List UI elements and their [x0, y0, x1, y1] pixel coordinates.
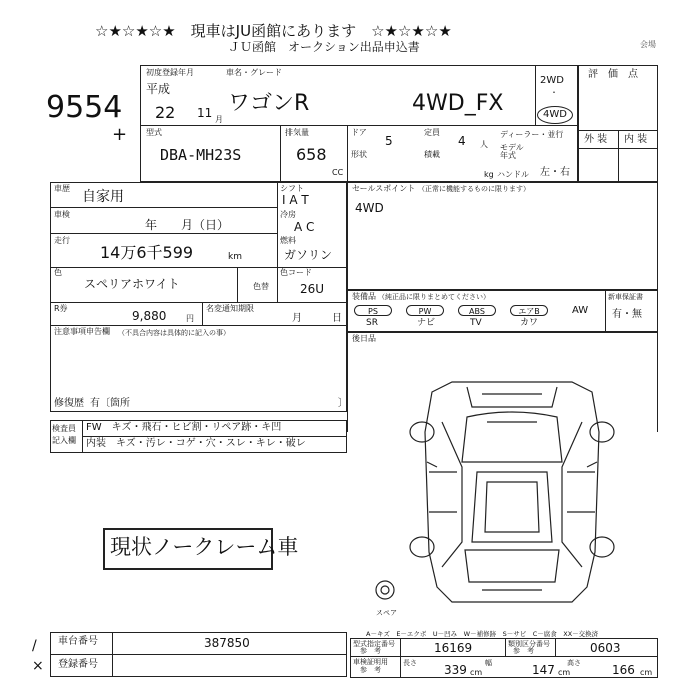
shift-label: シフト	[280, 184, 304, 193]
type-label: 型式指定番号	[353, 640, 395, 648]
car-damage-diagram	[347, 332, 658, 632]
width: 147	[532, 663, 555, 677]
era: 平成	[146, 82, 171, 96]
shape-label: 形状	[351, 150, 367, 159]
usage-label: 車歴	[54, 184, 70, 193]
width-unit: cm	[558, 668, 571, 677]
ac: A C	[294, 220, 315, 234]
interior-label: 内 装	[624, 134, 648, 145]
warranty-label: 新車保証書	[608, 293, 643, 301]
length: 339	[444, 663, 467, 677]
equip-leather: カワ	[520, 318, 539, 328]
displacement-label: 排気量	[285, 128, 309, 137]
class-number: 0603	[590, 641, 621, 655]
class-label: 類別区分番号	[508, 640, 550, 648]
height-unit: cm	[640, 668, 653, 677]
ac-label: 冷房	[280, 210, 296, 219]
dealer-label: ディーラー・並行	[500, 130, 564, 139]
equipment-sub: （純正品に限りまとめてください）	[378, 293, 490, 301]
color-change-label: 色替	[253, 282, 269, 291]
color: スペリアホワイト	[84, 277, 180, 291]
inspection-date: 年 月（日）	[145, 218, 230, 232]
model-year-label: モデル年式	[500, 143, 524, 160]
mileage: 14万6千599	[100, 243, 194, 262]
type-sub: 参 考	[360, 647, 381, 655]
length-unit: cm	[470, 668, 483, 677]
color-label: 色	[54, 268, 62, 277]
fuel: ガソリン	[284, 248, 333, 262]
equip-aw: AW	[572, 305, 589, 316]
car-name: ワゴンR	[228, 91, 310, 116]
capacity-label: 定員	[424, 128, 440, 137]
transfer-date: 月 日	[292, 313, 342, 324]
mileage-label: 走行	[54, 236, 70, 245]
equip-navi: ナビ	[417, 318, 436, 328]
cc-unit: CC	[332, 168, 344, 177]
afterparts-label: 後日品	[352, 334, 376, 343]
usage: 自家用	[82, 189, 124, 205]
shift: I A T	[282, 193, 309, 207]
details-block	[50, 182, 347, 412]
handle-label: ハンドル	[497, 170, 529, 179]
type-number: 16169	[434, 641, 473, 655]
equip-abs: ABS	[458, 305, 496, 316]
km-unit: km	[228, 252, 242, 262]
lot-number: 9554	[46, 90, 123, 125]
handwritten-marks: / ×	[32, 638, 44, 674]
length-label: 長さ	[403, 659, 417, 667]
fuel-label: 燃料	[280, 236, 296, 245]
cert-sub: 参 考	[360, 666, 381, 674]
chassis-number: 387850	[204, 636, 250, 650]
recycle-label: R券	[54, 304, 68, 313]
handwritten-mark: +	[112, 124, 128, 145]
color-code-label: 色コード	[280, 268, 312, 277]
handle-side: 左・右	[540, 167, 570, 178]
kg-unit: kg	[484, 170, 494, 179]
repair-label: 修復歴	[54, 398, 84, 409]
drive-4wd-circled: 4WD	[537, 106, 573, 124]
yen-unit: 円	[186, 314, 194, 323]
equip-pw: PW	[406, 305, 444, 316]
equip-airbag: エアB	[510, 305, 548, 316]
load-label: 積載	[424, 150, 440, 159]
car-grade: 4WD_FX	[412, 91, 504, 116]
repair-close: 〕	[338, 398, 348, 409]
color-code: 26U	[300, 282, 325, 296]
inspection-label: 車検	[54, 210, 70, 219]
spare-label: スペア	[376, 609, 397, 617]
equip-sr: SR	[366, 318, 378, 328]
equipment-label: 装備品	[352, 292, 376, 301]
inspector-row-2: 内装 キズ・汚レ・コゲ・穴・スレ・キレ・破レ	[86, 438, 306, 449]
registration-label: 登録番号	[58, 659, 98, 670]
exterior-label: 外 装	[584, 134, 608, 145]
inspector-label: 検査員記入欄	[52, 424, 76, 445]
capacity: 4	[458, 134, 466, 148]
doors: 5	[385, 134, 393, 148]
rating-label: 評 価 点	[588, 69, 638, 80]
car-name-label: 車名・グレード	[226, 68, 282, 77]
form-title: ＪＵ函館 オークション出品申込書	[228, 40, 420, 54]
sales-point-label: セールスポイント	[352, 184, 416, 193]
first-reg-label: 初度登録年月	[146, 68, 194, 77]
recycle-fee: 9,880	[132, 309, 167, 323]
doors-label: ドア	[351, 128, 367, 137]
cert-label: 車検証明用	[353, 658, 388, 666]
no-claim-stamp-text: 現状ノークレーム車	[110, 535, 299, 559]
reg-month: 11	[197, 106, 213, 120]
repair-value: 有〔箇所	[90, 398, 130, 409]
height-label: 高さ	[567, 659, 581, 667]
reg-year: 22	[155, 103, 176, 122]
inspector-row-1: FW キズ・飛石・ヒビ割・リペア跡・キ凹	[86, 422, 282, 433]
drive-2wd: 2WD	[540, 75, 564, 86]
drive-separator: ・	[550, 88, 558, 97]
warranty: 有・無	[612, 309, 642, 320]
header-banner: ☆★☆★☆★ 現車はJU函館にあります ☆★☆★☆★	[95, 22, 452, 40]
vehicle-info-block	[140, 65, 578, 182]
model-code: DBA-MH23S	[160, 146, 242, 164]
width-label: 幅	[485, 659, 492, 667]
sales-point-text: 4WD	[355, 201, 384, 215]
damage-legend: A－キズ E－エクボ U－凹み W－補修跡 S－サビ C－腐食 XX－交換済	[366, 630, 599, 638]
model-label: 型式	[146, 128, 162, 137]
corner-mark: 会場	[640, 40, 656, 49]
height: 166	[612, 663, 635, 677]
transfer-label: 名変通知期限	[206, 304, 254, 313]
notes-label: 注意事項申告欄	[54, 327, 110, 336]
displacement: 658	[296, 145, 327, 164]
reg-month-unit: 月	[215, 115, 223, 124]
capacity-unit: 人	[480, 140, 488, 149]
equip-ps: PS	[354, 305, 392, 316]
class-sub: 参 考	[513, 647, 534, 655]
notes-sub: （不具合内容は具体的に記入の事）	[118, 329, 230, 337]
chassis-label: 車台番号	[58, 636, 98, 647]
sales-point-sub: （正常に機能するものに限ります）	[418, 185, 530, 193]
equip-tv: TV	[470, 318, 482, 328]
sales-point-block	[347, 182, 658, 290]
